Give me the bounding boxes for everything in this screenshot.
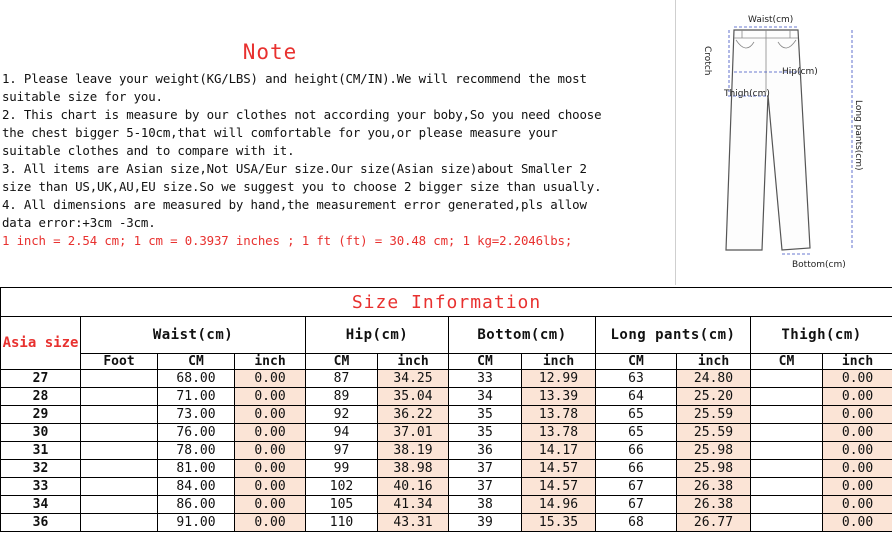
long-cm-cell: 68 [596,514,677,532]
waist-label: Waist(cm) [748,15,794,25]
note-line: 1. Please leave your weight(KG/LBS) and height(CM/IN).We will recommend the most [2,71,587,86]
inch-subheader: inch [378,354,449,370]
long-inch-cell: 25.98 [677,442,751,460]
waist-inch-cell: 0.00 [235,460,306,478]
long-inch-cell: 25.20 [677,388,751,406]
bottom-inch-cell: 12.99 [522,370,596,388]
hip-cm-cell: 87 [306,370,378,388]
thigh-cm-cell [751,460,823,478]
hip-inch-cell: 38.98 [378,460,449,478]
size-cell: 27 [1,370,81,388]
bottom-cm-cell: 35 [449,424,522,442]
waist-inch-cell: 0.00 [235,406,306,424]
note-line: 3. All items are Asian size,Not USA/Eur size.Our size(Asian size)about Smaller 2 [2,161,587,176]
waist-inch-cell: 0.00 [235,496,306,514]
bottom-inch-cell: 14.57 [522,478,596,496]
hip-header: Hip(cm) [306,317,449,354]
long-cm-cell: 66 [596,460,677,478]
note-line: suitable clothes and to compare with it. [2,143,295,158]
hip-inch-cell: 34.25 [378,370,449,388]
bottom-cm-cell: 39 [449,514,522,532]
waist-cm-cell: 84.00 [158,478,235,496]
asia-size-header: Asia size [1,317,81,370]
size-cell: 32 [1,460,81,478]
long-inch-cell: 26.38 [677,478,751,496]
hip-inch-cell: 38.19 [378,442,449,460]
foot-cell [81,460,158,478]
size-cell: 34 [1,496,81,514]
size-cell: 28 [1,388,81,406]
note-line: 4. All dimensions are measured by hand,the measurement error generated,pls allow [2,197,587,212]
hip-cm-cell: 92 [306,406,378,424]
waist-cm-cell: 76.00 [158,424,235,442]
crotch-label: Crotch [702,46,712,76]
long-inch-cell: 25.98 [677,460,751,478]
hip-inch-cell: 36.22 [378,406,449,424]
bottom-cm-cell: 38 [449,496,522,514]
thigh-inch-cell: 0.00 [823,388,892,406]
waist-cm-cell: 81.00 [158,460,235,478]
long-inch-cell: 24.80 [677,370,751,388]
note-line: data error:+3cm -3cm. [2,215,156,230]
conversion-line: 1 inch = 2.54 cm; 1 cm = 0.3937 inches ; 1 ft (ft) = 30.48 cm; 1 kg=2.2046lbs; [2,233,573,248]
long-cm-cell: 67 [596,478,677,496]
hip-cm-cell: 89 [306,388,378,406]
waist-header: Waist(cm) [81,317,306,354]
thigh-inch-cell: 0.00 [823,406,892,424]
long-cm-cell: 65 [596,424,677,442]
pants-illustration [676,0,892,285]
size-cell: 33 [1,478,81,496]
cm-subheader: CM [596,354,677,370]
thigh-inch-cell: 0.00 [823,496,892,514]
table-row [1,478,892,496]
long-pants-label: Long pants(cm) [853,100,863,171]
table-row [1,496,892,514]
thigh-inch-cell: 0.00 [823,460,892,478]
bottom-inch-cell: 15.35 [522,514,596,532]
thigh-inch-cell: 0.00 [823,514,892,532]
hip-label: Hip(cm) [782,67,818,77]
bottom-cm-cell: 34 [449,388,522,406]
bottom-inch-cell: 13.39 [522,388,596,406]
long-cm-cell: 66 [596,442,677,460]
table-row [1,442,892,460]
inch-subheader: inch [235,354,306,370]
thigh-cm-cell [751,370,823,388]
hip-cm-cell: 97 [306,442,378,460]
note-line: the chest bigger 5-10cm,that will comfortable for you,or please measure your [2,125,558,140]
long-cm-cell: 63 [596,370,677,388]
thigh-inch-cell: 0.00 [823,442,892,460]
hip-inch-cell: 37.01 [378,424,449,442]
foot-cell [81,424,158,442]
note-line: 2. This chart is measure by our clothes not according your boby,So you need choose [2,107,602,122]
cm-subheader: CM [158,354,235,370]
foot-cell [81,496,158,514]
waist-cm-cell: 91.00 [158,514,235,532]
thigh-cm-cell [751,388,823,406]
size-cell: 30 [1,424,81,442]
size-table-section [0,287,892,533]
note-line: suitable size for you. [2,89,163,104]
waist-inch-cell: 0.00 [235,388,306,406]
inch-subheader: inch [677,354,751,370]
thigh-cm-cell [751,478,823,496]
long-inch-cell: 26.38 [677,496,751,514]
table-row [1,460,892,478]
waist-inch-cell: 0.00 [235,424,306,442]
thigh-cm-cell [751,514,823,532]
thigh-label: Thigh(cm) [724,89,770,99]
bottom-header: Bottom(cm) [449,317,596,354]
long-inch-cell: 25.59 [677,406,751,424]
pants-diagram [675,0,892,285]
thigh-inch-cell: 0.00 [823,478,892,496]
foot-cell [81,406,158,424]
table-row [1,370,892,388]
waist-cm-cell: 86.00 [158,496,235,514]
hip-inch-cell: 41.34 [378,496,449,514]
waist-cm-cell: 71.00 [158,388,235,406]
hip-cm-cell: 110 [306,514,378,532]
table-row [1,514,892,532]
long-pants-header: Long pants(cm) [596,317,751,354]
table-row [1,388,892,406]
foot-cell [81,442,158,460]
hip-inch-cell: 35.04 [378,388,449,406]
long-inch-cell: 26.77 [677,514,751,532]
cm-subheader: CM [306,354,378,370]
thigh-cm-cell [751,406,823,424]
long-cm-cell: 65 [596,406,677,424]
table-row [1,424,892,442]
bottom-cm-cell: 37 [449,460,522,478]
waist-inch-cell: 0.00 [235,514,306,532]
bottom-cm-cell: 33 [449,370,522,388]
thigh-cm-cell [751,424,823,442]
size-cell: 36 [1,514,81,532]
waist-cm-cell: 68.00 [158,370,235,388]
foot-cell [81,370,158,388]
thigh-cm-cell [751,496,823,514]
waist-inch-cell: 0.00 [235,370,306,388]
foot-cell [81,388,158,406]
notes-section [0,0,675,285]
pants-outline [726,30,810,250]
waist-inch-cell: 0.00 [235,442,306,460]
bottom-inch-cell: 14.57 [522,460,596,478]
hip-inch-cell: 40.16 [378,478,449,496]
long-cm-cell: 64 [596,388,677,406]
long-inch-cell: 25.59 [677,424,751,442]
hip-cm-cell: 99 [306,460,378,478]
bottom-inch-cell: 14.96 [522,496,596,514]
waist-cm-cell: 78.00 [158,442,235,460]
waist-inch-cell: 0.00 [235,478,306,496]
thigh-header: Thigh(cm) [751,317,892,354]
bottom-inch-cell: 14.17 [522,442,596,460]
bottom-cm-cell: 37 [449,478,522,496]
inch-subheader: inch [823,354,892,370]
bottom-label: Bottom(cm) [792,260,846,270]
foot-cell [81,514,158,532]
hip-cm-cell: 102 [306,478,378,496]
size-rows [1,370,892,532]
foot-subheader: Foot [81,354,158,370]
size-cell: 29 [1,406,81,424]
note-lines [2,70,674,250]
long-cm-cell: 67 [596,496,677,514]
table-row [1,406,892,424]
hip-cm-cell: 94 [306,424,378,442]
bottom-cm-cell: 35 [449,406,522,424]
cm-subheader: CM [449,354,522,370]
foot-cell [81,478,158,496]
waist-cm-cell: 73.00 [158,406,235,424]
thigh-inch-cell: 0.00 [823,370,892,388]
table-title: Size Information [1,288,892,317]
note-title: Note [242,40,298,64]
bottom-inch-cell: 13.78 [522,424,596,442]
thigh-cm-cell [751,442,823,460]
thigh-inch-cell: 0.00 [823,424,892,442]
bottom-cm-cell: 36 [449,442,522,460]
note-line: size than US,UK,AU,EU size.So we suggest you to choose 2 bigger size than usually. [2,179,602,194]
bottom-inch-cell: 13.78 [522,406,596,424]
hip-inch-cell: 43.31 [378,514,449,532]
size-cell: 31 [1,442,81,460]
size-table [0,287,892,532]
cm-subheader: CM [751,354,823,370]
hip-cm-cell: 105 [306,496,378,514]
inch-subheader: inch [522,354,596,370]
